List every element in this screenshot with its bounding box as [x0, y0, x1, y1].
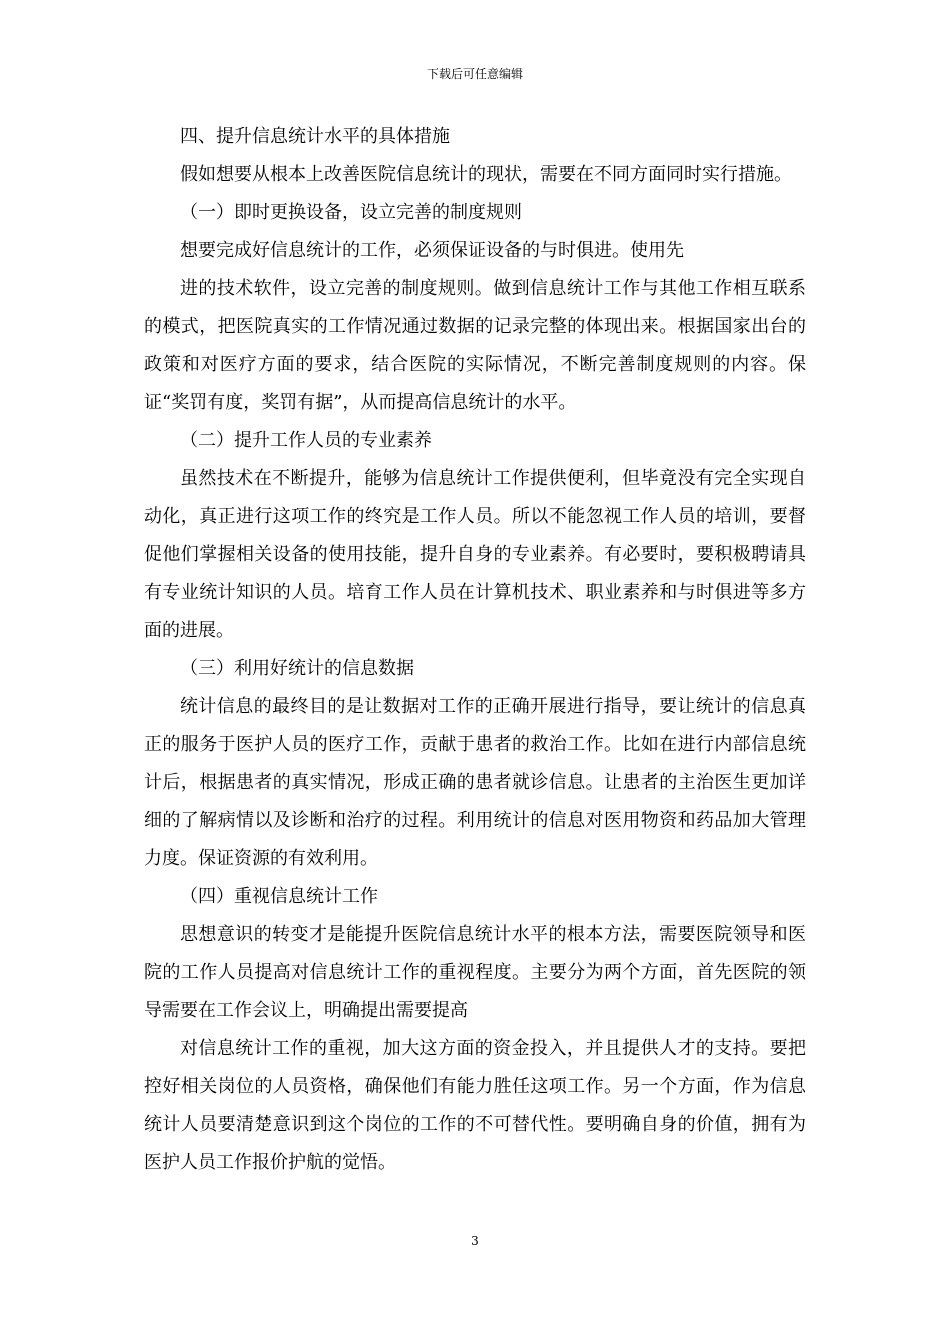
paragraph: 进的技术软件，设立完善的制度规则。做到信息统计工作与其他工作相互联系的模式，把医院真实的工作情况通过数据的记录完整的体现出来。根据国家出台的政策和对医疗方面的要求，结合医院的实际情况，不断完善制度规则的内容。保证“奖罚有度，奖罚有据”，从而提高信息统计的水平。	[144, 278, 806, 413]
page-number: 3	[471, 1234, 479, 1248]
page-header: 下载后可任意编辑	[426, 67, 523, 81]
subsection-heading-1: （一）即时更换设备，设立完善的制度规则	[180, 202, 522, 223]
paragraph: 思想意识的转变才是能提升医院信息统计水平的根本方法，需要医院领导和医院的工作人员提高对信息统计工作的重视程度。主要分为两个方面，首先医院的领导需要在工作会议上，明确提出需要提高	[144, 924, 806, 1021]
section-heading-4: 四、提升信息统计水平的具体措施	[180, 126, 450, 147]
subsection-heading-2: （二）提升工作人员的专业素养	[180, 430, 432, 451]
subsection-heading-4: （四）重视信息统计工作	[180, 886, 378, 907]
paragraph: 对信息统计工作的重视，加大这方面的资金投入，并且提供人才的支持。要把控好相关岗位的人员资格，确保他们有能力胜任这项工作。另一个方面，作为信息统计人员要清楚意识到这个岗位的工作的不可替代性。要明确自身的价值，拥有为医护人员工作报价护航的觉悟。	[144, 1038, 806, 1173]
subsection-heading-3: （三）利用好统计的信息数据	[180, 658, 414, 679]
paragraph-intro: 假如想要从根本上改善医院信息统计的现状，需要在不同方面同时实行措施。	[180, 164, 792, 185]
paragraph: 想要完成好信息统计的工作，必须保证设备的与时俱进。使用先	[180, 240, 684, 261]
document-body	[144, 118, 806, 1182]
paragraph: 统计信息的最终目的是让数据对工作的正确开展进行指导，要让统计的信息真正的服务于医护人员的医疗工作，贡献于患者的救治工作。比如在进行内部信息统计后，根据患者的真实情况，形成正确的患者就诊信息。让患者的主治医生更加详细的了解病情以及诊断和治疗的过程。利用统计的信息对医用物资和药品加大管理力度。保证资源的有效利用。	[144, 696, 806, 869]
paragraph: 虽然技术在不断提升，能够为信息统计工作提供便利，但毕竟没有完全实现自动化，真正进行这项工作的终究是工作人员。所以不能忽视工作人员的培训，要督促他们掌握相关设备的使用技能，提升自身的专业素养。有必要时，要积极聘请具有专业统计知识的人员。培育工作人员在计算机技术、职业素养和与时俱进等多方面的进展。	[144, 468, 806, 641]
